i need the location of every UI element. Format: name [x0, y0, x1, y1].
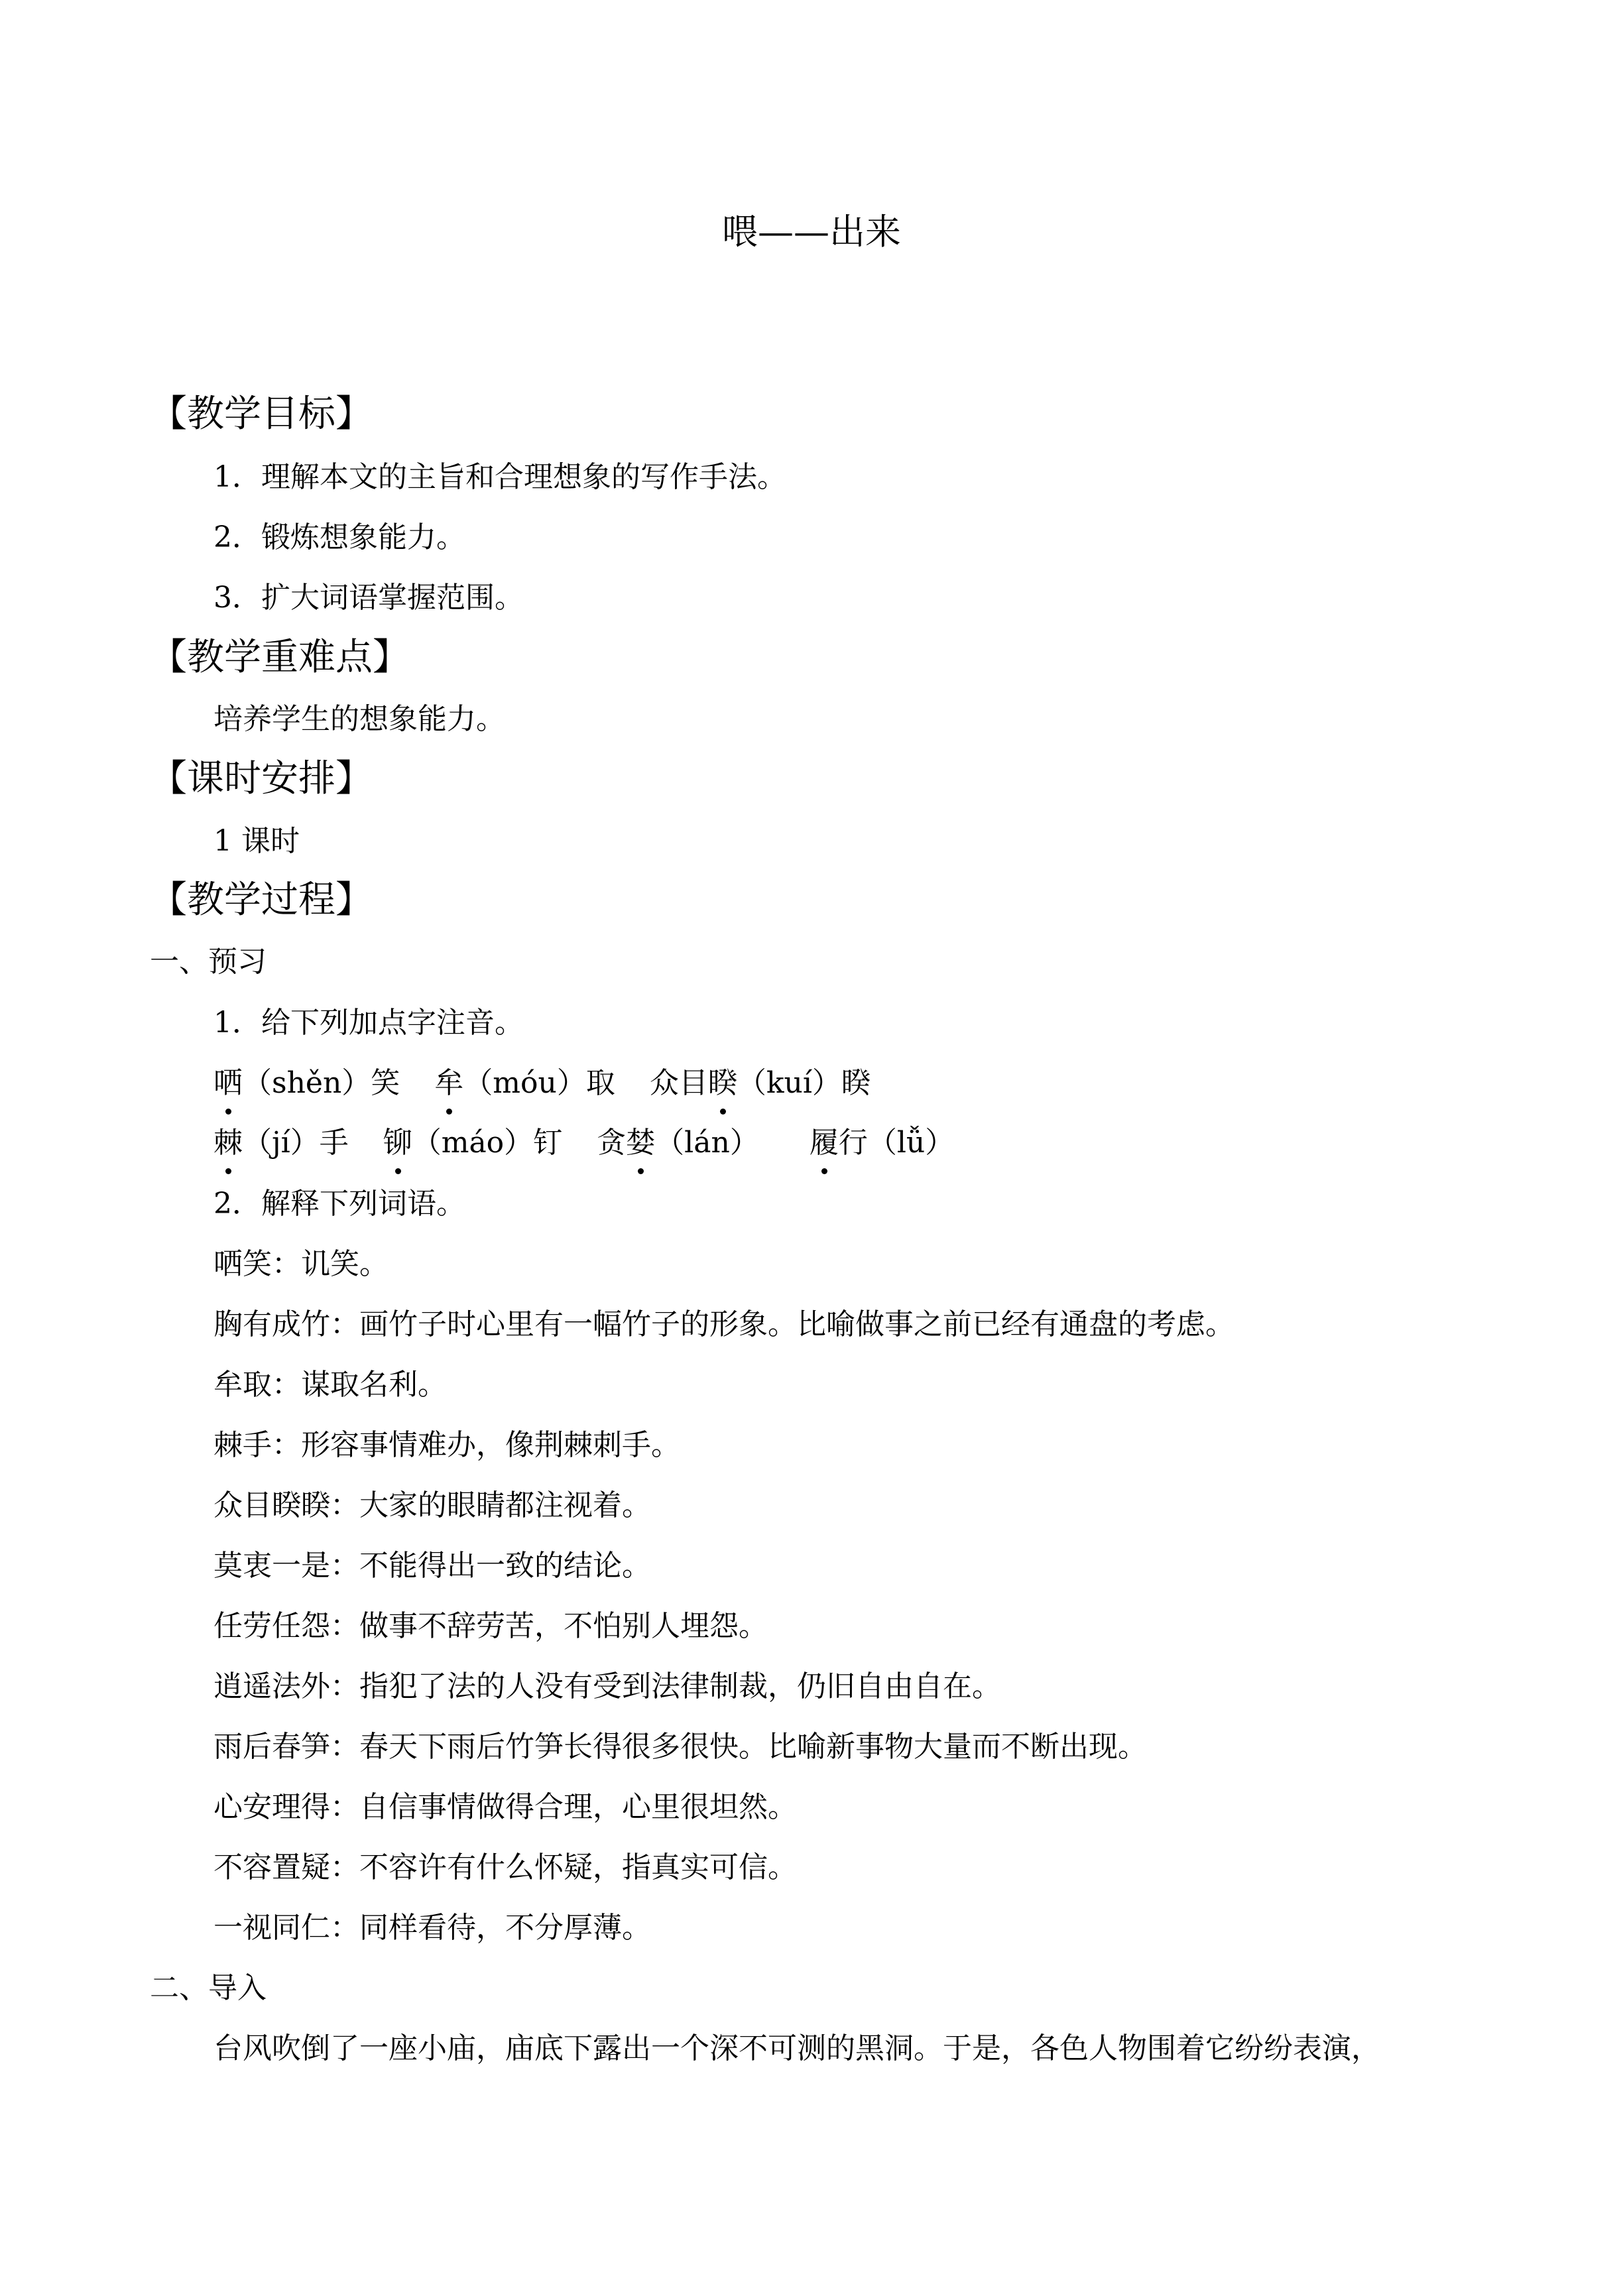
section-preview-title: 一、预习 [150, 945, 267, 979]
definition-item: 哂笑：讥笑。 [213, 1247, 389, 1281]
pinyin-row-1 [213, 1061, 871, 1105]
definition-item: 任劳任怨：做事不辞劳苦，不怕别人埋怨。 [213, 1609, 768, 1643]
emphasis-dot [395, 1168, 401, 1174]
key-points-text: 培养学生的想象能力。 [213, 702, 505, 736]
document-title: 喂——出来 [722, 211, 901, 253]
emphasis-dot [225, 1109, 231, 1115]
section-intro-title: 二、导入 [150, 1971, 267, 2005]
emphasis-dot [821, 1168, 827, 1174]
pinyin-row-2 [213, 1121, 954, 1165]
heading-objectives: 【教学目标】 [150, 393, 373, 436]
pinyin-item: 棘 （jí）手 [213, 1126, 349, 1160]
emphasis-dot [638, 1168, 644, 1174]
definition-item: 心安理得：自信事情做得合理，心里很坦然。 [213, 1790, 797, 1824]
definition-item: 一视同仁：同样看待，不分厚薄。 [213, 1911, 651, 1945]
pinyin-item: 铆 （máo）钉 [383, 1126, 562, 1160]
objective-2: 2．锻炼想象能力。 [213, 520, 465, 554]
emphasis-dot [446, 1109, 452, 1115]
question-1: 1．给下列加点字注音。 [213, 1006, 524, 1040]
objective-3: 3．扩大词语掌握范围。 [213, 581, 524, 615]
heading-process: 【教学过程】 [150, 878, 373, 922]
heading-schedule: 【课时安排】 [150, 757, 373, 800]
definition-item: 众目睽睽：大家的眼睛都注视着。 [213, 1488, 651, 1522]
pinyin-item: 哂 （shěn）笑 [213, 1066, 400, 1100]
definition-item: 莫衷一是：不能得出一致的结论。 [213, 1549, 651, 1583]
intro-paragraph: 台风吹倒了一座小庙，庙底下露出一个深不可测的黑洞。于是，各色人物围着它纷纷表演， [213, 2031, 1380, 2065]
emphasis-dot [225, 1168, 231, 1174]
pinyin-item: 履 行（lǚ） [810, 1126, 954, 1160]
pinyin-item: 牟 （móu）取 [434, 1066, 615, 1100]
definition-item: 不容置疑：不容许有什么怀疑，指真实可信。 [213, 1850, 797, 1884]
definition-item: 雨后春笋：春天下雨后竹笋长得很多很快。比喻新事物大量而不断出现。 [213, 1730, 1147, 1764]
objective-1: 1．理解本文的主旨和合理想象的写作手法。 [213, 460, 786, 494]
schedule-text: 1 课时 [213, 824, 300, 858]
definition-item: 牟取：谋取名利。 [213, 1368, 447, 1402]
heading-key-points: 【教学重难点】 [150, 636, 410, 679]
definition-item: 胸有成竹：画竹子时心里有一幅竹子的形象。比喻做事之前已经有通盘的考虑。 [213, 1307, 1234, 1341]
emphasis-dot [720, 1109, 726, 1115]
pinyin-item: 众目睽 （kuí）睽 [650, 1066, 871, 1100]
question-2: 2．解释下列词语。 [213, 1187, 465, 1221]
definition-item: 逍遥法外：指犯了法的人没有受到法律制裁，仍旧自由自在。 [213, 1669, 1001, 1703]
definition-item: 棘手：形容事情难办，像荆棘刺手。 [213, 1428, 680, 1462]
pinyin-item: 贪婪 （lán） [597, 1126, 759, 1160]
